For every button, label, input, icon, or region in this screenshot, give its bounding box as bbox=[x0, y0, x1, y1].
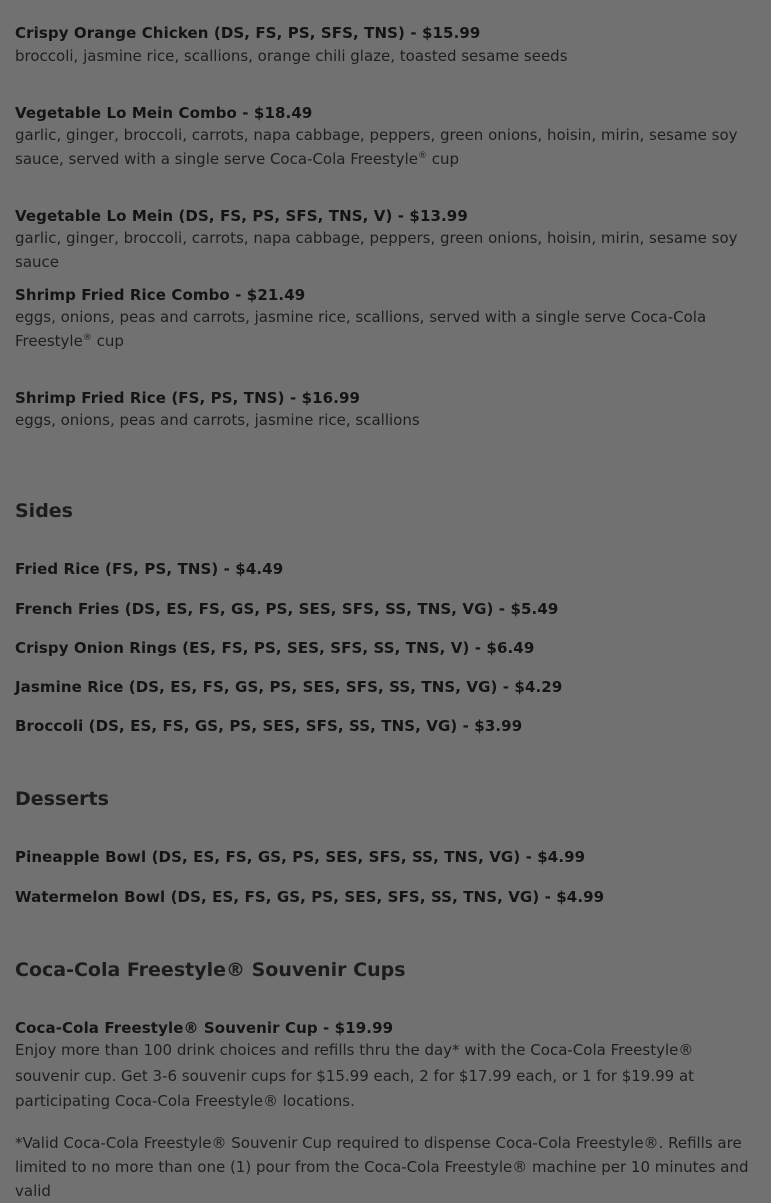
dessert-item: Watermelon Bowl (DS, ES, FS, GS, PS, SES, SFS, SS, TNS, VG) - $4.99 bbox=[15, 888, 605, 906]
section-heading-desserts: Desserts bbox=[15, 788, 109, 810]
side-item: Fried Rice (FS, PS, TNS) - $4.49 bbox=[15, 560, 284, 578]
section-heading-souvenir-cups: Coca-Cola Freestyle® Souvenir Cups bbox=[15, 959, 406, 981]
souvenir-cup-title: Coca-Cola Freestyle® Souvenir Cup - $19.99 bbox=[15, 1019, 394, 1037]
side-item: French Fries (DS, ES, FS, GS, PS, SES, SFS, SS, TNS, VG) - $5.49 bbox=[15, 600, 559, 618]
menu-item-title: Shrimp Fried Rice (FS, PS, TNS) - $16.99 bbox=[15, 389, 361, 407]
menu-item-title: Crispy Orange Chicken (DS, FS, PS, SFS, TNS) - $15.99 bbox=[15, 24, 481, 42]
dessert-item: Pineapple Bowl (DS, ES, FS, GS, PS, SES, SFS, SS, TNS, VG) - $4.99 bbox=[15, 848, 586, 866]
souvenir-cup-description: Enjoy more than 100 drink choices and refills thru the day* with the Coca-Cola Freestyle® souvenir cup. Get 3-6 souvenir cups for $15.99 each, 2 for $17.99 each, or 1 for $19.99 at participating Coca-Cola Freestyle® locations. bbox=[15, 1041, 695, 1110]
side-item: Broccoli (DS, ES, FS, GS, PS, SES, SFS, SS, TNS, VG) - $3.99 bbox=[15, 717, 523, 735]
menu-item-description: garlic, ginger, broccoli, carrots, napa cabbage, peppers, green onions, hoisin, mirin, sesame soy sauce bbox=[15, 229, 738, 271]
menu-item-title: Vegetable Lo Mein Combo - $18.49 bbox=[15, 104, 313, 122]
side-item: Crispy Onion Rings (ES, FS, PS, SES, SFS, SS, TNS, V) - $6.49 bbox=[15, 639, 535, 657]
menu-item-description: eggs, onions, peas and carrots, jasmine rice, scallions bbox=[15, 411, 420, 429]
menu-item-description: broccoli, jasmine rice, scallions, orange chili glaze, toasted sesame seeds bbox=[15, 47, 568, 65]
menu-item-description: eggs, onions, peas and carrots, jasmine rice, scallions, served with a single serve Coca-Cola Freestyle® cup bbox=[15, 308, 707, 350]
souvenir-cup-disclaimer: *Valid Coca-Cola Freestyle® Souvenir Cup required to dispense Coca-Cola Freestyle®. Refills are limited to no more than one (1) pour from the Coca-Cola Freestyle® machine per 10 minutes and valid bbox=[15, 1134, 749, 1200]
menu-item-title: Shrimp Fried Rice Combo - $21.49 bbox=[15, 286, 306, 304]
section-heading-sides: Sides bbox=[15, 500, 73, 522]
menu-item-title: Vegetable Lo Mein (DS, FS, PS, SFS, TNS, V) - $13.99 bbox=[15, 207, 468, 225]
menu-item-description: garlic, ginger, broccoli, carrots, napa cabbage, peppers, green onions, hoisin, mirin, sesame soy sauce, served with a single serve Coca-Cola Freestyle® cup bbox=[15, 126, 738, 168]
side-item: Jasmine Rice (DS, ES, FS, GS, PS, SES, SFS, SS, TNS, VG) - $4.29 bbox=[15, 678, 563, 696]
